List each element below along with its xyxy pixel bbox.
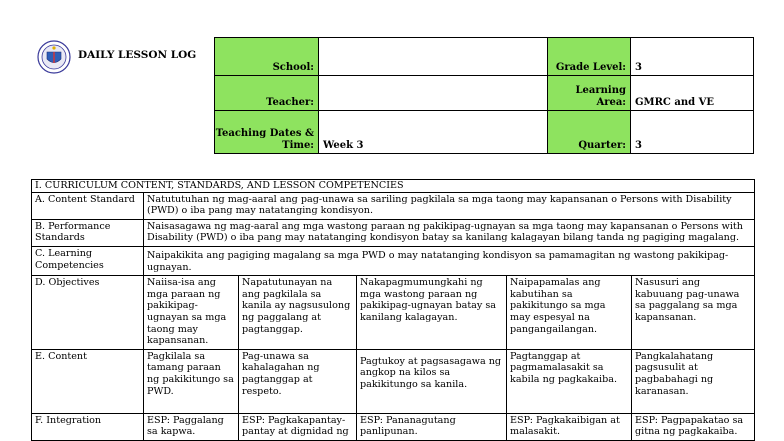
objectives-label: D. Objectives — [32, 276, 144, 350]
grade-value-cell[interactable] — [630, 37, 754, 76]
competencies-text: Naipakikita ang pagiging magalang sa mga PWD o may natatanging kondisyon sa pamamagitan ng wastong pakikipag-ugnayan. — [144, 246, 755, 275]
objective-day-3: Nakapagmumungkahi ng mga wastong paraan ng pakikipag-ugnayan batay sa kanilang kalagayan. — [357, 276, 507, 350]
integration-day-3: ESP: Pananagutang panlipunan. — [357, 413, 507, 440]
content-day-3: Pagtukoy at pagsasagawa ng angkop na kilos sa pakikitungo sa kanila. — [357, 349, 507, 413]
area-value: GMRC and VE — [635, 97, 714, 108]
integration-day-5: ESP: Pagpapakatao sa gitna ng pagkakaiba. — [632, 413, 755, 440]
section-title: I. CURRICULUM CONTENT, STANDARDS, AND LESSON COMPETENCIES — [32, 180, 755, 193]
dates-label-cell — [214, 110, 319, 154]
quarter-value: 3 — [635, 140, 642, 151]
integration-day-2: ESP: Pagkakapantay-pantay at dignidad ng — [239, 413, 357, 440]
content-row — [32, 349, 755, 413]
dates-value: Week 3 — [323, 140, 364, 151]
objective-day-5: Nasusuri ang kabuuang pag-unawa sa paggalang sa mga kapansanan. — [632, 276, 755, 350]
area-value-cell[interactable] — [630, 75, 754, 111]
content-label: E. Content — [32, 349, 144, 413]
section-header-row — [32, 180, 755, 193]
content-day-4: Pagtanggap at pagmamalasakit sa kabila ng pagkakaiba. — [507, 349, 632, 413]
performance-standards-row — [32, 219, 755, 246]
quarter-value-cell[interactable] — [630, 110, 754, 154]
grade-value: 3 — [635, 62, 642, 73]
objectives-row — [32, 276, 755, 350]
content-standard-label: A. Content Standard — [32, 192, 144, 219]
objective-day-1: Naiisa-isa ang mga paraan ng pakikipag-ugnayan sa mga taong may kapansanan. — [144, 276, 239, 350]
teacher-value-cell[interactable] — [318, 75, 548, 111]
content-day-5: Pangkalahatang pagsusulit at pagbabahagi ng karanasan. — [632, 349, 755, 413]
integration-row — [32, 413, 755, 440]
school-value-cell[interactable] — [318, 37, 548, 76]
integration-day-4: ESP: Pagkakaibigan at malasakit. — [507, 413, 632, 440]
deped-seal-logo — [37, 40, 71, 74]
content-standard-text: Natututuhan ng mag-aaral ang pag-unawa sa sariling pagkilala sa mga taong may kapansanan o Persons with Disability (PWD) o iba pang may natatanging kondisyon. — [144, 192, 755, 219]
performance-standards-text: Naisasagawa ng mag-aaral ang mga wastong paraan ng pakikipag-ugnayan sa mga taong may kapansanan o Persons with Disability (PWD) o iba pang may natatanging kondisyon batay sa kanilang kalagayan bilang tanda ng pagiging magalang. — [144, 219, 755, 246]
school-label-cell — [214, 37, 319, 76]
competencies-label: C. Learning Competencies — [32, 246, 144, 275]
competencies-row — [32, 246, 755, 275]
document-title: DAILY LESSON LOG — [78, 49, 197, 61]
teacher-label-cell — [214, 75, 319, 111]
teacher-label: Teacher: — [266, 97, 314, 108]
content-standard-row — [32, 192, 755, 219]
content-day-2: Pag-unawa sa kahalagahan ng pagtanggap at respeto. — [239, 349, 357, 413]
integration-label: F. Integration — [32, 413, 144, 440]
curriculum-table — [31, 179, 755, 441]
grade-label-cell — [547, 37, 631, 76]
dates-label: Teaching Dates & Time: — [215, 128, 314, 151]
area-label-cell — [547, 75, 631, 111]
quarter-label-cell — [547, 110, 631, 154]
area-label: Learning Area: — [575, 85, 626, 108]
objective-day-2: Napatutunayan na ang pagkilala sa kanila ay nagsusulong ng paggalang at pagtanggap. — [239, 276, 357, 350]
grade-label: Grade Level: — [555, 62, 626, 73]
school-label: School: — [272, 62, 314, 73]
dates-value-cell[interactable] — [318, 110, 548, 154]
performance-standards-label: B. Performance Standards — [32, 219, 144, 246]
quarter-label: Quarter: — [578, 140, 626, 151]
objective-day-4: Naipapamalas ang kabutihan sa pakikitungo sa mga may espesyal na pangangailangan. — [507, 276, 632, 350]
content-day-1: Pagkilala sa tamang paraan ng pakikitungo sa PWD. — [144, 349, 239, 413]
integration-day-1: ESP: Paggalang sa kapwa. — [144, 413, 239, 440]
